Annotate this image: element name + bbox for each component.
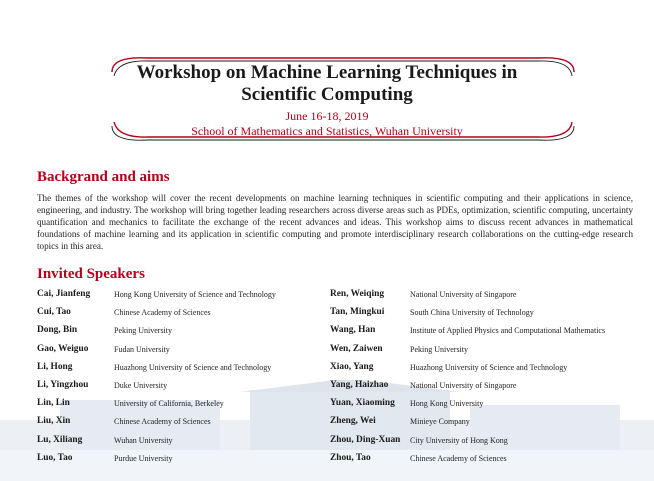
speaker-name: Xiao, Yang xyxy=(330,361,374,372)
speaker-name: Cui, Tao xyxy=(37,307,71,318)
speaker-name: Yuan, Xiaoming xyxy=(330,398,395,409)
speaker-affiliation: Institute of Applied Physics and Computational Mathematics xyxy=(410,326,606,336)
speaker-affiliation: Fudan University xyxy=(114,344,170,354)
speaker-affiliation: Huazhong University of Science and Technology xyxy=(114,362,272,372)
speaker-affiliation: National University of Singapore xyxy=(410,290,517,299)
speaker-affiliation: Duke University xyxy=(114,380,168,390)
speaker-affiliation: Peking University xyxy=(410,344,468,354)
speaker-affiliation: Chinese Academy of Sciences xyxy=(410,453,507,463)
speaker-name: Yang, Haizhao xyxy=(330,379,389,390)
speaker-affiliation: Minieye Company xyxy=(410,417,470,427)
speaker-affiliation: Purdue University xyxy=(114,453,173,463)
speaker-name: Li, Yingzhou xyxy=(37,379,89,390)
speaker-affiliation: National University of Singapore xyxy=(410,380,517,390)
speaker-name: Zhou, Tao xyxy=(330,452,371,463)
speaker-name: Luo, Tao xyxy=(37,452,73,463)
background-paragraph: The themes of the workshop will cover the recent developments on machine learning techniques in scientific computing and their applications in science, engineering, and industry. The workshop will bring together leading researchers across diverse areas such as PDEs, optimization, scientific computing, uncertainty quantification and mechanics to facilitate the exchange of the recent advances and ideas. This workshop aims to discuss recent advances in mathematical foundations of machine learning and its application in scientific computing and promote interdisciplinary research collaborations on the cutting-edge research topics in this area. xyxy=(37,193,633,252)
speaker-affiliation: City University of Hong Kong xyxy=(410,435,508,445)
workshop-venue: School of Mathematics and Statistics, Wuhan University xyxy=(191,124,463,138)
speaker-affiliation: Hong Kong University xyxy=(410,399,484,409)
workshop-date: June 16-18, 2019 xyxy=(285,109,369,123)
speaker-name: Dong, Bin xyxy=(37,325,78,336)
speaker-name: Wang, Han xyxy=(330,325,376,336)
speaker-affiliation: Chinese Academy of Sciences xyxy=(114,308,211,318)
speaker-affiliation: South China University of Technology xyxy=(410,308,534,318)
speaker-name: Lin, Lin xyxy=(37,398,70,409)
speaker-name: Ren, Weiqing xyxy=(330,289,385,299)
speaker-name: Zheng, Wei xyxy=(330,416,376,427)
workshop-title-line1: Workshop on Machine Learning Techniques in xyxy=(136,62,518,83)
speaker-affiliation: University of California, Berkeley xyxy=(114,399,224,409)
speakers-heading: Invited Speakers xyxy=(37,266,145,282)
campus-background-image xyxy=(0,380,654,481)
speaker-affiliation: Wuhan University xyxy=(114,435,173,445)
speaker-affiliation: Huazhong University of Science and Technology xyxy=(410,362,568,372)
speaker-name: Li, Hong xyxy=(37,361,73,372)
speaker-name: Gao, Weiguo xyxy=(37,343,89,354)
speaker-name: Tan, Mingkui xyxy=(330,307,385,318)
speaker-name: Zhou, Ding-Xuan xyxy=(330,434,401,445)
speaker-affiliation: Hong Kong University of Science and Technology xyxy=(114,290,276,299)
speaker-name: Lu, Xiliang xyxy=(37,434,83,445)
speaker-affiliation: Peking University xyxy=(114,326,172,336)
speaker-name: Wen, Zaiwen xyxy=(330,343,383,354)
background-heading: Backgrand and aims xyxy=(37,169,170,185)
workshop-title-line2: Scientific Computing xyxy=(241,84,413,105)
speaker-affiliation: Chinese Academy of Sciences xyxy=(114,417,211,427)
speaker-name: Cai, Jianfeng xyxy=(37,289,91,299)
speaker-name: Liu, Xin xyxy=(37,416,71,427)
